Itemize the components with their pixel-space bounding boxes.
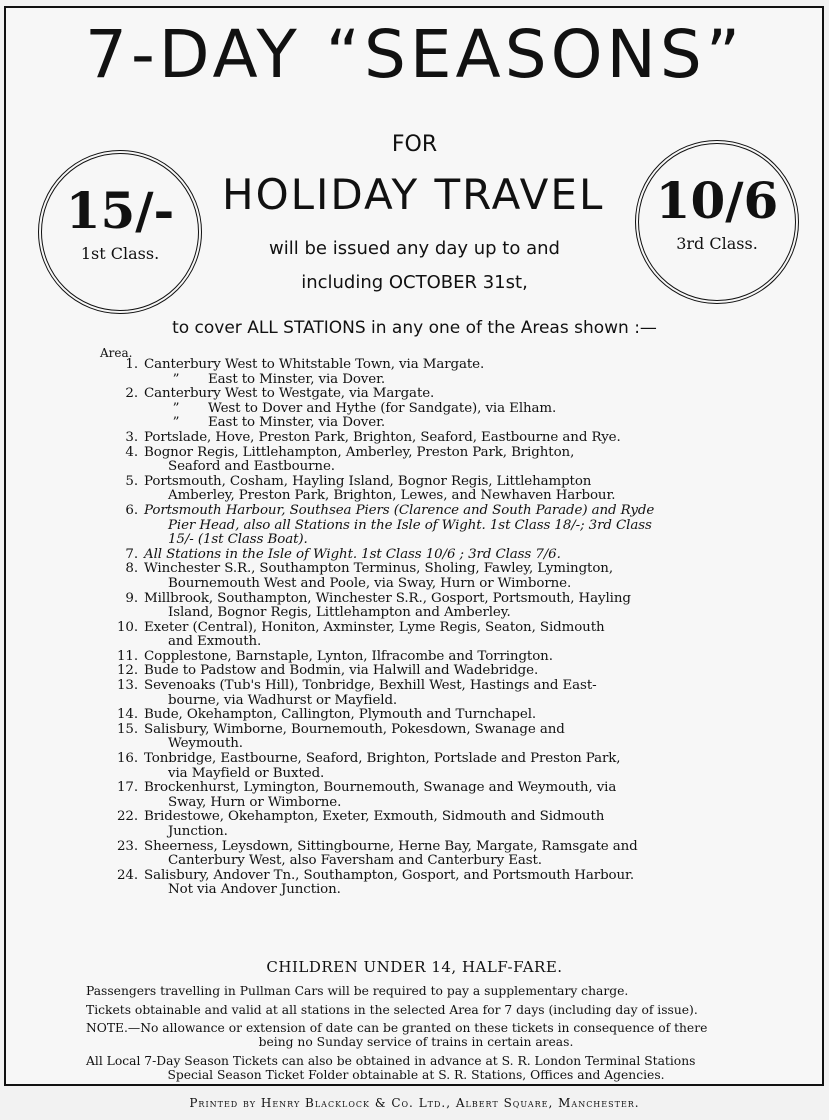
first-class-price: 15/- [65,181,175,240]
area-row [100,475,725,490]
area-description: Portsmouth, Cosham, Hayling Island, Bognor Regis, Littlehampton [144,473,592,489]
area-description: Millbrook, Southampton, Winchester S.R., Gosport, Portsmouth, Hayling [144,590,631,606]
area-continuation: via Mayfield or Buxted. [168,765,325,781]
area-row [100,752,725,767]
area-description: Tonbridge, Eastbourne, Seaford, Brighton, Portslade and Preston Park, [144,751,621,767]
area-continuation: and Exmouth. [168,634,262,650]
area-subrow [100,373,725,388]
area-column-label: Area. [100,346,133,360]
ditto-mark: ” [172,415,180,431]
area-description: Bude, Okehampton, Callington, Plymouth and Turnchapel. [144,707,537,723]
area-row [100,679,725,694]
area-continuation: Amberley, Preston Park, Brighton, Lewes, and Newhaven Harbour. [168,488,616,504]
first-class-label: 1st Class. [80,244,160,263]
area-number: 4. [125,444,138,460]
cover-statement: to cover ALL STATIONS in any one of the Areas shown :— [172,318,657,338]
area-description: Salisbury, Andover Tn., Southampton, Gosport, and Portsmouth Harbour. [144,867,635,883]
no-extension-note-cont: being no Sunday service of trains in certain areas. [258,1035,574,1049]
area-number: 17. [117,780,138,796]
area-number: 24. [117,867,138,883]
area-continuation: Not via Andover Junction. [168,882,341,898]
area-description: Salisbury, Wimborne, Bournemouth, Pokesdown, Swanage and [144,721,565,737]
area-row [100,504,725,519]
tickets-note: Tickets obtainable and valid at all stations in the selected Area for 7 days (including day of issue). [86,1003,698,1017]
area-row [100,562,725,577]
area-continuation: Weymouth. [168,736,243,752]
area-description: Copplestone, Barnstaple, Lynton, Ilfracombe and Torrington. [144,648,553,664]
area-sub-description: East to Minster, via Dover. [208,415,386,431]
printer-credit: Printed by Henry Blacklock & Co. Ltd., Albert Square, Manchester. [189,1096,640,1110]
area-number: 14. [117,707,138,723]
holiday-travel-title: HOLIDAY TRAVEL [222,170,605,219]
area-description: Bude to Padstow and Bodmin, via Halwill and Wadebridge. [144,663,539,679]
area-continuation: Canterbury West, also Faversham and Canterbury East. [168,853,542,869]
area-number: 15. [117,721,138,737]
area-description: Winchester S.R., Southampton Terminus, Sholing, Fawley, Lymington, [144,561,613,577]
area-description: Exeter (Central), Honiton, Axminster, Lyme Regis, Seaton, Sidmouth [144,619,605,635]
area-description: Sevenoaks (Tub's Hill), Tonbridge, Bexhill West, Hastings and East- [144,678,597,694]
area-row [100,446,725,461]
area-row [100,708,725,723]
area-continuation: Junction. [168,824,228,839]
area-continuation: Pier Head, also all Stations in the Isle of Wight. 1st Class 18/-; 3rd Class [168,517,652,533]
area-number: 23. [117,838,138,854]
areas-list [100,358,725,898]
area-row [100,358,725,373]
area-row [100,592,725,607]
area-subrow [100,402,725,417]
area-number: 8. [125,561,138,577]
area-number: 7. [125,546,138,562]
area-description: Bridestowe, Okehampton, Exeter, Exmouth, Sidmouth and Sidmouth [144,809,605,825]
area-row [100,869,725,884]
area-number: 10. [117,619,138,635]
area-row [100,810,725,825]
area-description: Bognor Regis, Littlehampton, Amberley, Preston Park, Brighton, [144,444,575,460]
folder-note: Special Season Ticket Folder obtainable at S. R. Stations, Offices and Agencies. [167,1068,665,1082]
area-continuation: bourne, via Wadhurst or Mayfield. [168,692,398,708]
area-row [100,781,725,796]
area-number: 16. [117,751,138,767]
area-row [100,431,725,446]
area-subrow [100,416,725,431]
local-season-note: All Local 7-Day Season Tickets can also be obtained in advance at S. R. London Terminal Stations [86,1054,696,1068]
area-number: 13. [117,678,138,694]
area-row [100,840,725,855]
area-description: Sheerness, Leysdown, Sittingbourne, Herne Bay, Margate, Ramsgate and [144,838,638,854]
ditto-mark: ” [172,400,180,416]
area-row [100,650,725,665]
ditto-mark: ” [172,371,180,387]
third-class-label: 3rd Class. [676,234,758,253]
issued-line-1: will be issued any day up to and [269,238,560,259]
area-continuation: Bournemouth West and Poole, via Sway, Hurn or Wimborne. [168,575,572,591]
area-continuation: Sway, Hurn or Wimborne. [168,794,342,810]
area-number: 2. [125,386,138,402]
area-number: 12. [117,663,138,679]
area-continuation: 15/- (1st Class Boat). [168,532,308,548]
area-sub-description: West to Dover and Hythe (for Sandgate), via Elham. [208,400,557,416]
area-row [100,723,725,738]
area-description: Canterbury West to Westgate, via Margate. [144,386,435,402]
area-number: 11. [117,648,138,664]
area-number: 22. [117,809,138,825]
first-class-price-badge [38,150,202,314]
area-sub-description: East to Minster, via Dover. [208,371,386,387]
children-half-fare: CHILDREN UNDER 14, HALF-FARE. [266,958,563,976]
for-text: FOR [391,132,438,157]
pullman-note: Passengers travelling in Pullman Cars will be required to pay a supplementary charge. [86,984,629,998]
area-number: 1. [125,357,138,372]
third-class-price-badge [635,140,799,304]
headline: 7-DAY “SEASONS” [84,16,745,93]
area-row [100,548,725,563]
issued-line-2: including OCTOBER 31st, [301,272,528,293]
area-number: 3. [125,429,138,445]
area-continuation: Island, Bognor Regis, Littlehampton and Amberley. [168,605,511,621]
area-row [100,387,725,402]
area-description: Portsmouth Harbour, Southsea Piers (Clarence and South Parade) and Ryde [144,502,655,518]
area-row [100,621,725,636]
area-description: Brockenhurst, Lymington, Bournemouth, Swanage and Weymouth, via [144,780,617,796]
area-description: All Stations in the Isle of Wight. 1st Class 10/6 ; 3rd Class 7/6. [144,546,561,562]
area-description: Canterbury West to Whitstable Town, via Margate. [144,357,485,372]
area-number: 5. [125,473,138,489]
area-row [100,664,725,679]
area-number: 9. [125,590,138,606]
third-class-price: 10/6 [655,171,779,230]
area-number: 6. [125,502,138,518]
no-extension-note: NOTE.—No allowance or extension of date can be granted on these tickets in consequence of there [86,1021,708,1035]
area-continuation: Seaford and Eastbourne. [168,459,335,475]
area-description: Portslade, Hove, Preston Park, Brighton, Seaford, Eastbourne and Rye. [144,429,621,445]
